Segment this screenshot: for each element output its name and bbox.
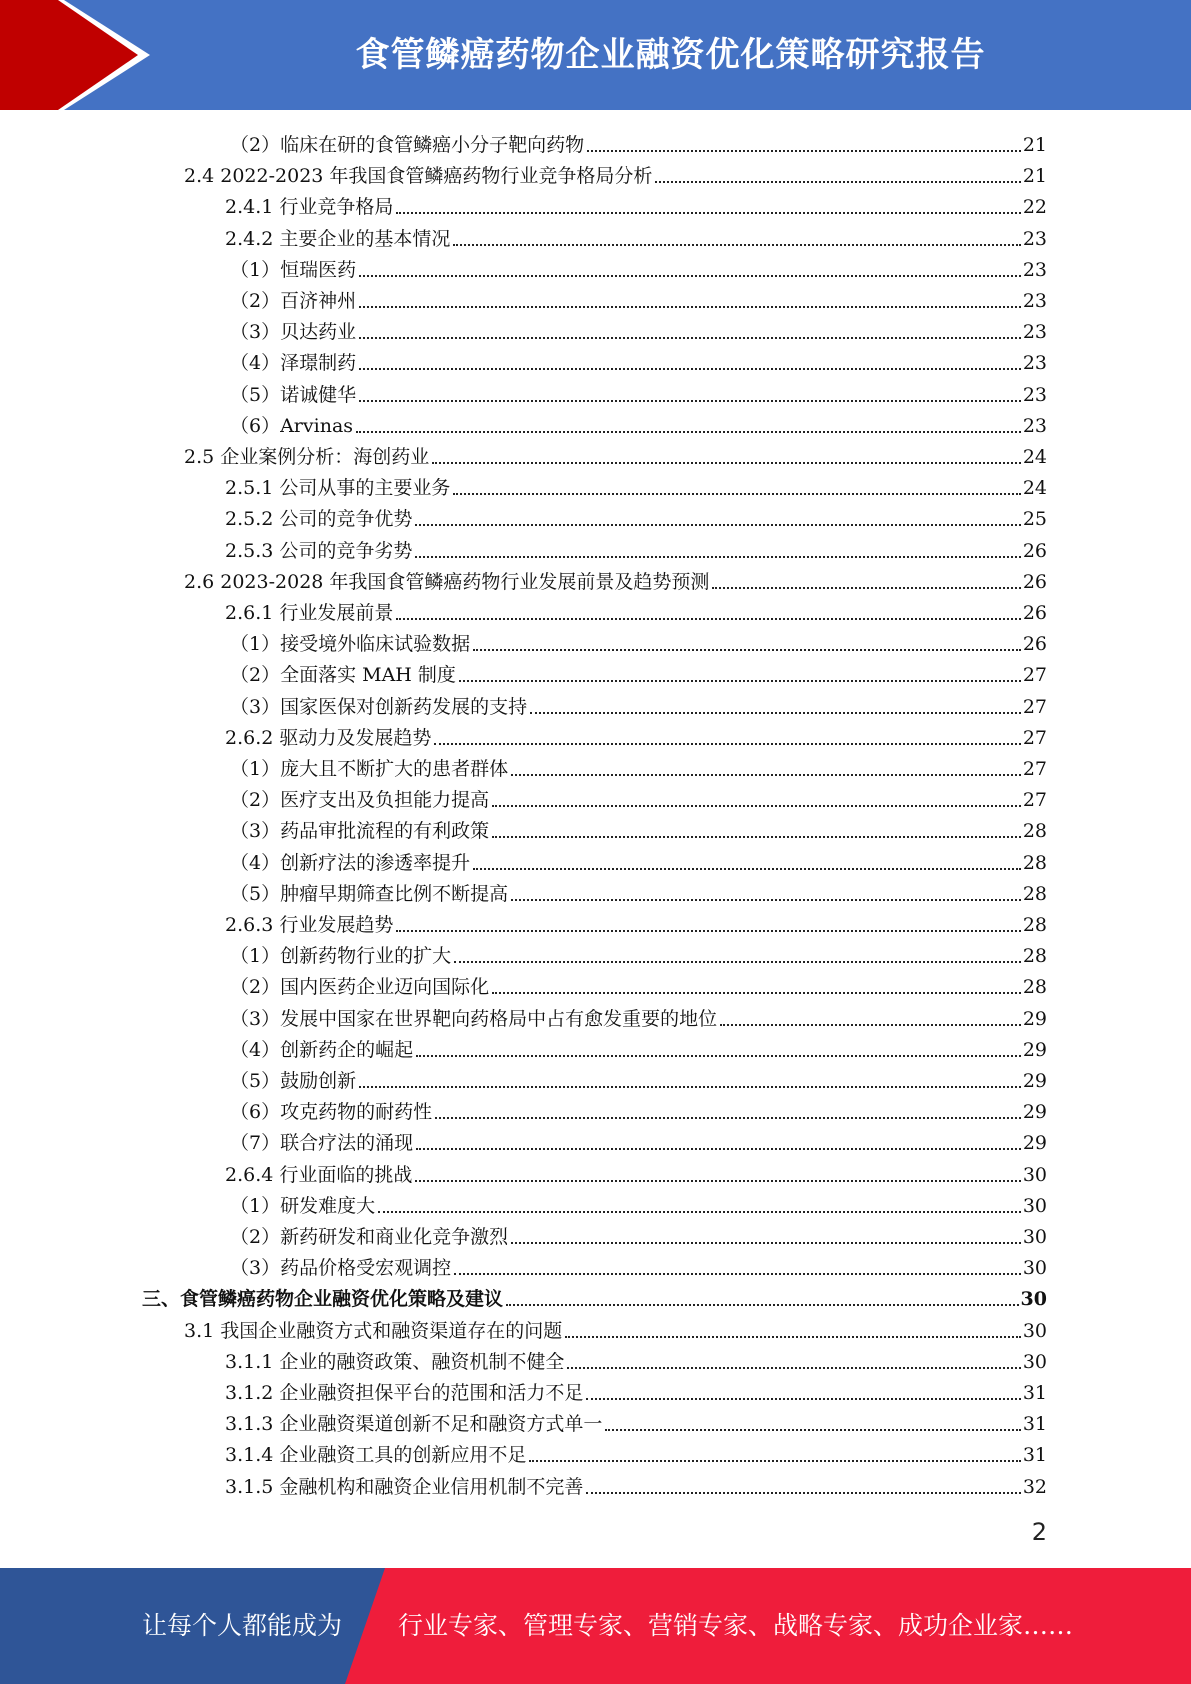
toc-dot-leader xyxy=(396,212,1020,214)
toc-entry-page: 30 xyxy=(1022,1163,1047,1186)
toc-entry-page: 30 xyxy=(1022,1350,1047,1373)
toc-entry[interactable] xyxy=(230,657,1047,687)
toc-entry[interactable] xyxy=(225,1406,1047,1436)
toc-entry-page: 29 xyxy=(1022,1070,1047,1092)
toc-entry-label: （7）联合疗法的涌现 xyxy=(230,1132,414,1155)
toc-entry-page: 30 xyxy=(1022,1257,1047,1280)
toc-entry-page: 29 xyxy=(1022,1132,1047,1155)
toc-entry[interactable] xyxy=(230,377,1047,407)
toc-dot-leader xyxy=(415,556,1020,558)
toc-entry-label: 2.4.1 行业竞争格局 xyxy=(225,196,394,219)
toc-entry-page: 27 xyxy=(1022,695,1047,718)
toc-entry[interactable] xyxy=(230,1125,1047,1155)
toc-entry-page: 31 xyxy=(1022,1444,1047,1467)
toc-entry-page: 31 xyxy=(1022,1382,1047,1404)
toc-entry[interactable] xyxy=(225,1344,1047,1374)
toc-dot-leader xyxy=(453,493,1020,495)
toc-entry-page: 32 xyxy=(1022,1475,1047,1498)
toc-entry[interactable] xyxy=(142,1281,1047,1311)
toc-entry[interactable] xyxy=(225,720,1047,750)
toc-entry-label: 2.5 企业案例分析：海创药业 xyxy=(184,446,430,468)
toc-dot-leader xyxy=(511,1242,1021,1244)
toc-entry[interactable] xyxy=(230,1219,1047,1249)
toc-entry-label: 2.4 2022-2023 年我国食管鳞癌药物行业竞争格局分析 xyxy=(184,165,653,188)
toc-entry-label: 3.1.1 企业的融资政策、融资机制不健全 xyxy=(225,1350,565,1373)
toc-entry-page: 27 xyxy=(1022,726,1047,749)
toc-dot-leader xyxy=(432,462,1021,464)
toc-entry[interactable] xyxy=(230,689,1047,719)
toc-dot-leader xyxy=(356,431,1021,433)
toc-dot-leader xyxy=(655,181,1020,183)
toc-entry[interactable] xyxy=(230,969,1047,999)
toc-entry-label: （1）接受境外临床试验数据 xyxy=(230,633,471,656)
toc-entry[interactable] xyxy=(225,501,1047,531)
toc-entry-label: 2.5.1 公司从事的主要业务 xyxy=(225,477,451,500)
toc-dot-leader xyxy=(454,1273,1021,1275)
page-number: 2 xyxy=(1031,1518,1047,1546)
toc-entry-page: 23 xyxy=(1022,290,1047,312)
toc-entry-page: 23 xyxy=(1022,383,1047,406)
toc-entry-label: （3）发展中国家在世界靶向药格局中占有愈发重要的地位 xyxy=(230,1007,718,1030)
toc-entry-page: 30 xyxy=(1022,1226,1047,1248)
toc-dot-leader xyxy=(720,1024,1021,1026)
toc-entry-label: 3.1.2 企业融资担保平台的范围和活力不足 xyxy=(225,1382,584,1404)
toc-entry-label: 2.6 2023-2028 年我国食管鳞癌药物行业发展前景及趋势预测 xyxy=(184,570,710,593)
toc-entry[interactable] xyxy=(230,1032,1047,1062)
toc-dot-leader xyxy=(434,743,1020,745)
toc-dot-leader xyxy=(506,1304,1019,1306)
toc-entry-page: 23 xyxy=(1022,227,1047,250)
toc-entry[interactable] xyxy=(184,564,1047,594)
toc-entry[interactable] xyxy=(230,782,1047,812)
toc-entry-label: （3）药品价格受宏观调控 xyxy=(230,1257,452,1280)
toc-entry[interactable] xyxy=(230,845,1047,875)
toc-dot-leader xyxy=(587,150,1021,152)
toc-entry-label: （4）泽璟制药 xyxy=(230,352,357,375)
toc-entry-label: （1）恒瑞医药 xyxy=(230,258,357,281)
toc-dot-leader xyxy=(565,1336,1021,1338)
toc-entry-label: 3.1.4 企业融资工具的创新应用不足 xyxy=(225,1444,527,1467)
toc-entry-label: 2.6.1 行业发展前景 xyxy=(225,602,394,624)
toc-dot-leader xyxy=(492,992,1021,994)
toc-entry[interactable] xyxy=(230,1188,1047,1218)
toc-entry-label: （6）攻克药物的耐药性 xyxy=(230,1101,433,1124)
toc-dot-leader xyxy=(378,1211,1021,1213)
toc-entry[interactable] xyxy=(230,252,1047,282)
toc-entry[interactable] xyxy=(225,189,1047,219)
toc-dot-leader xyxy=(396,930,1020,932)
toc-dot-leader xyxy=(359,400,1021,402)
toc-entry-page: 25 xyxy=(1022,508,1047,531)
toc-entry-page: 28 xyxy=(1022,914,1047,936)
toc-entry-page: 31 xyxy=(1022,1413,1047,1436)
toc-dot-leader xyxy=(453,244,1020,246)
toc-entry-page: 21 xyxy=(1022,165,1047,188)
toc-entry-label: 2.5.3 公司的竞争劣势 xyxy=(225,539,413,562)
toc-entry[interactable] xyxy=(230,408,1047,438)
toc-entry-label: 2.6.3 行业发展趋势 xyxy=(225,914,394,936)
toc-entry-label: 2.6.2 驱动力及发展趋势 xyxy=(225,726,432,749)
toc-entry[interactable] xyxy=(225,1437,1047,1467)
toc-dot-leader xyxy=(511,774,1021,776)
toc-entry-label: 3.1.3 企业融资渠道创新不足和融资方式单一 xyxy=(225,1413,603,1436)
toc-entry[interactable] xyxy=(184,1313,1047,1343)
toc-dot-leader xyxy=(396,618,1020,620)
report-title: 食管鳞癌药物企业融资优化策略研究报告 xyxy=(355,35,986,75)
footer-slogan-left: 让每个人都能成为 xyxy=(142,1611,343,1640)
toc-entry-page: 23 xyxy=(1022,258,1047,281)
toc-entry-label: （4）创新疗法的渗透率提升 xyxy=(230,851,471,874)
toc-entry-page: 24 xyxy=(1022,477,1047,500)
toc-dot-leader xyxy=(359,1086,1021,1088)
toc-dot-leader xyxy=(359,275,1021,277)
toc-entry[interactable] xyxy=(225,1157,1047,1187)
toc-dot-leader xyxy=(511,899,1021,901)
toc-entry-page: 28 xyxy=(1022,820,1047,843)
toc-entry-label: 2.4.2 主要企业的基本情况 xyxy=(225,227,451,250)
toc-entry[interactable] xyxy=(230,813,1047,843)
toc-entry[interactable] xyxy=(230,127,1047,157)
toc-entry[interactable] xyxy=(225,470,1047,500)
toc-entry[interactable] xyxy=(230,751,1047,781)
toc-dot-leader xyxy=(473,868,1021,870)
toc-entry[interactable] xyxy=(225,221,1047,251)
toc-entry[interactable] xyxy=(184,439,1047,469)
toc-dot-leader xyxy=(529,1460,1020,1462)
toc-entry[interactable] xyxy=(230,938,1047,968)
toc-entry-label: （3）贝达药业 xyxy=(230,321,357,344)
toc-entry-page: 30 xyxy=(1022,1194,1047,1217)
toc-entry-label: 3.1 我国企业融资方式和融资渠道存在的问题 xyxy=(184,1319,563,1342)
toc-entry-page: 23 xyxy=(1022,352,1047,375)
toc-entry-page: 23 xyxy=(1022,414,1047,437)
toc-entry[interactable] xyxy=(230,345,1047,375)
toc-entry-label: （1）庞大且不断扩大的患者群体 xyxy=(230,758,509,780)
toc-entry-page: 30 xyxy=(1020,1288,1047,1311)
toc-dot-leader xyxy=(567,1367,1020,1369)
toc-entry-label: （2）百济神州 xyxy=(230,290,357,312)
toc-entry-page: 26 xyxy=(1022,539,1047,562)
toc-dot-leader xyxy=(415,1180,1020,1182)
toc-entry[interactable] xyxy=(230,283,1047,313)
toc-dot-leader xyxy=(492,805,1021,807)
toc-entry-page: 26 xyxy=(1022,602,1047,624)
footer-slogan-right: 行业专家、管理专家、营销专家、战略专家、成功企业家…… xyxy=(398,1611,1074,1640)
toc-entry[interactable] xyxy=(225,533,1047,563)
toc-entry-page: 28 xyxy=(1022,882,1047,905)
toc-entry-page: 22 xyxy=(1022,196,1047,219)
toc-entry-page: 28 xyxy=(1022,945,1047,968)
toc-entry-label: （4）创新药企的崛起 xyxy=(230,1038,414,1061)
toc-dot-leader xyxy=(415,524,1020,526)
toc-entry[interactable] xyxy=(230,876,1047,906)
toc-entry-label: （3）药品审批流程的有利政策 xyxy=(230,820,490,843)
toc-dot-leader xyxy=(435,1117,1021,1119)
toc-entry-label: 3.1.5 金融机构和融资企业信用机制不完善 xyxy=(225,1475,584,1498)
toc-dot-leader xyxy=(416,1055,1021,1057)
toc-entry-label: （1）研发难度大 xyxy=(230,1194,376,1217)
toc-dot-leader xyxy=(454,961,1021,963)
toc-dot-leader xyxy=(530,712,1021,714)
toc-entry-page: 29 xyxy=(1022,1038,1047,1061)
toc-entry-label: （2）新药研发和商业化竞争激烈 xyxy=(230,1226,509,1248)
toc-dot-leader xyxy=(359,337,1021,339)
toc-dot-leader xyxy=(586,1492,1020,1494)
toc-entry[interactable] xyxy=(230,1094,1047,1124)
toc-entry[interactable] xyxy=(230,626,1047,656)
toc-entry[interactable] xyxy=(230,1001,1047,1031)
toc-entry[interactable] xyxy=(184,158,1047,188)
toc-dot-leader xyxy=(712,587,1020,589)
toc-dot-leader xyxy=(586,1398,1020,1400)
toc-entry-page: 26 xyxy=(1022,570,1047,593)
toc-entry-label: （2）医疗支出及负担能力提高 xyxy=(230,789,490,812)
toc-entry[interactable] xyxy=(230,1063,1047,1093)
toc-entry-page: 29 xyxy=(1022,1007,1047,1030)
toc-entry-label: （3）国家医保对创新药发展的支持 xyxy=(230,695,528,718)
toc-entry-page: 27 xyxy=(1022,789,1047,812)
toc-dot-leader xyxy=(416,1148,1021,1150)
toc-entry-label: （6）Arvinas xyxy=(230,414,354,437)
toc-entry[interactable] xyxy=(225,595,1047,625)
toc-entry[interactable] xyxy=(230,1250,1047,1280)
toc-dot-leader xyxy=(473,649,1021,651)
toc-entry[interactable] xyxy=(225,1469,1047,1499)
toc-entry-page: 23 xyxy=(1022,321,1047,344)
toc-entry-page: 24 xyxy=(1022,446,1047,468)
toc-entry-page: 28 xyxy=(1022,976,1047,999)
toc-entry-label: （2）全面落实 MAH 制度 xyxy=(230,664,456,687)
toc-entry-page: 28 xyxy=(1022,851,1047,874)
toc-entry-label: （2）临床在研的食管鳞癌小分子靶向药物 xyxy=(230,134,585,156)
toc-dot-leader xyxy=(492,836,1021,838)
toc-entry-page: 26 xyxy=(1022,633,1047,656)
toc-dot-leader xyxy=(459,680,1021,682)
toc-entry-label: 2.5.2 公司的竞争优势 xyxy=(225,508,413,531)
toc-entry-page: 27 xyxy=(1022,664,1047,687)
toc-entry-label: （5）诺诚健华 xyxy=(230,383,357,406)
toc-entry[interactable] xyxy=(225,1375,1047,1405)
toc-entry-page: 29 xyxy=(1022,1101,1047,1124)
toc-entry-label: （5）鼓励创新 xyxy=(230,1070,357,1092)
page-footer xyxy=(0,1568,1191,1684)
toc-entry-label: （2）国内医药企业迈向国际化 xyxy=(230,976,490,999)
toc-entry-page: 30 xyxy=(1022,1319,1047,1342)
toc-entry-label: （5）肿瘤早期筛查比例不断提高 xyxy=(230,882,509,905)
toc-entry[interactable] xyxy=(230,314,1047,344)
toc-dot-leader xyxy=(359,306,1021,308)
toc-entry-label: 三、食管鳞癌药物企业融资优化策略及建议 xyxy=(142,1288,504,1311)
toc-entry-label: （1）创新药物行业的扩大 xyxy=(230,945,452,968)
toc-entry-page: 21 xyxy=(1022,134,1047,156)
toc-entry[interactable] xyxy=(225,907,1047,937)
toc-dot-leader xyxy=(359,368,1021,370)
toc-entry-page: 27 xyxy=(1022,758,1047,780)
toc-dot-leader xyxy=(605,1429,1020,1431)
toc-entry-label: 2.6.4 行业面临的挑战 xyxy=(225,1163,413,1186)
